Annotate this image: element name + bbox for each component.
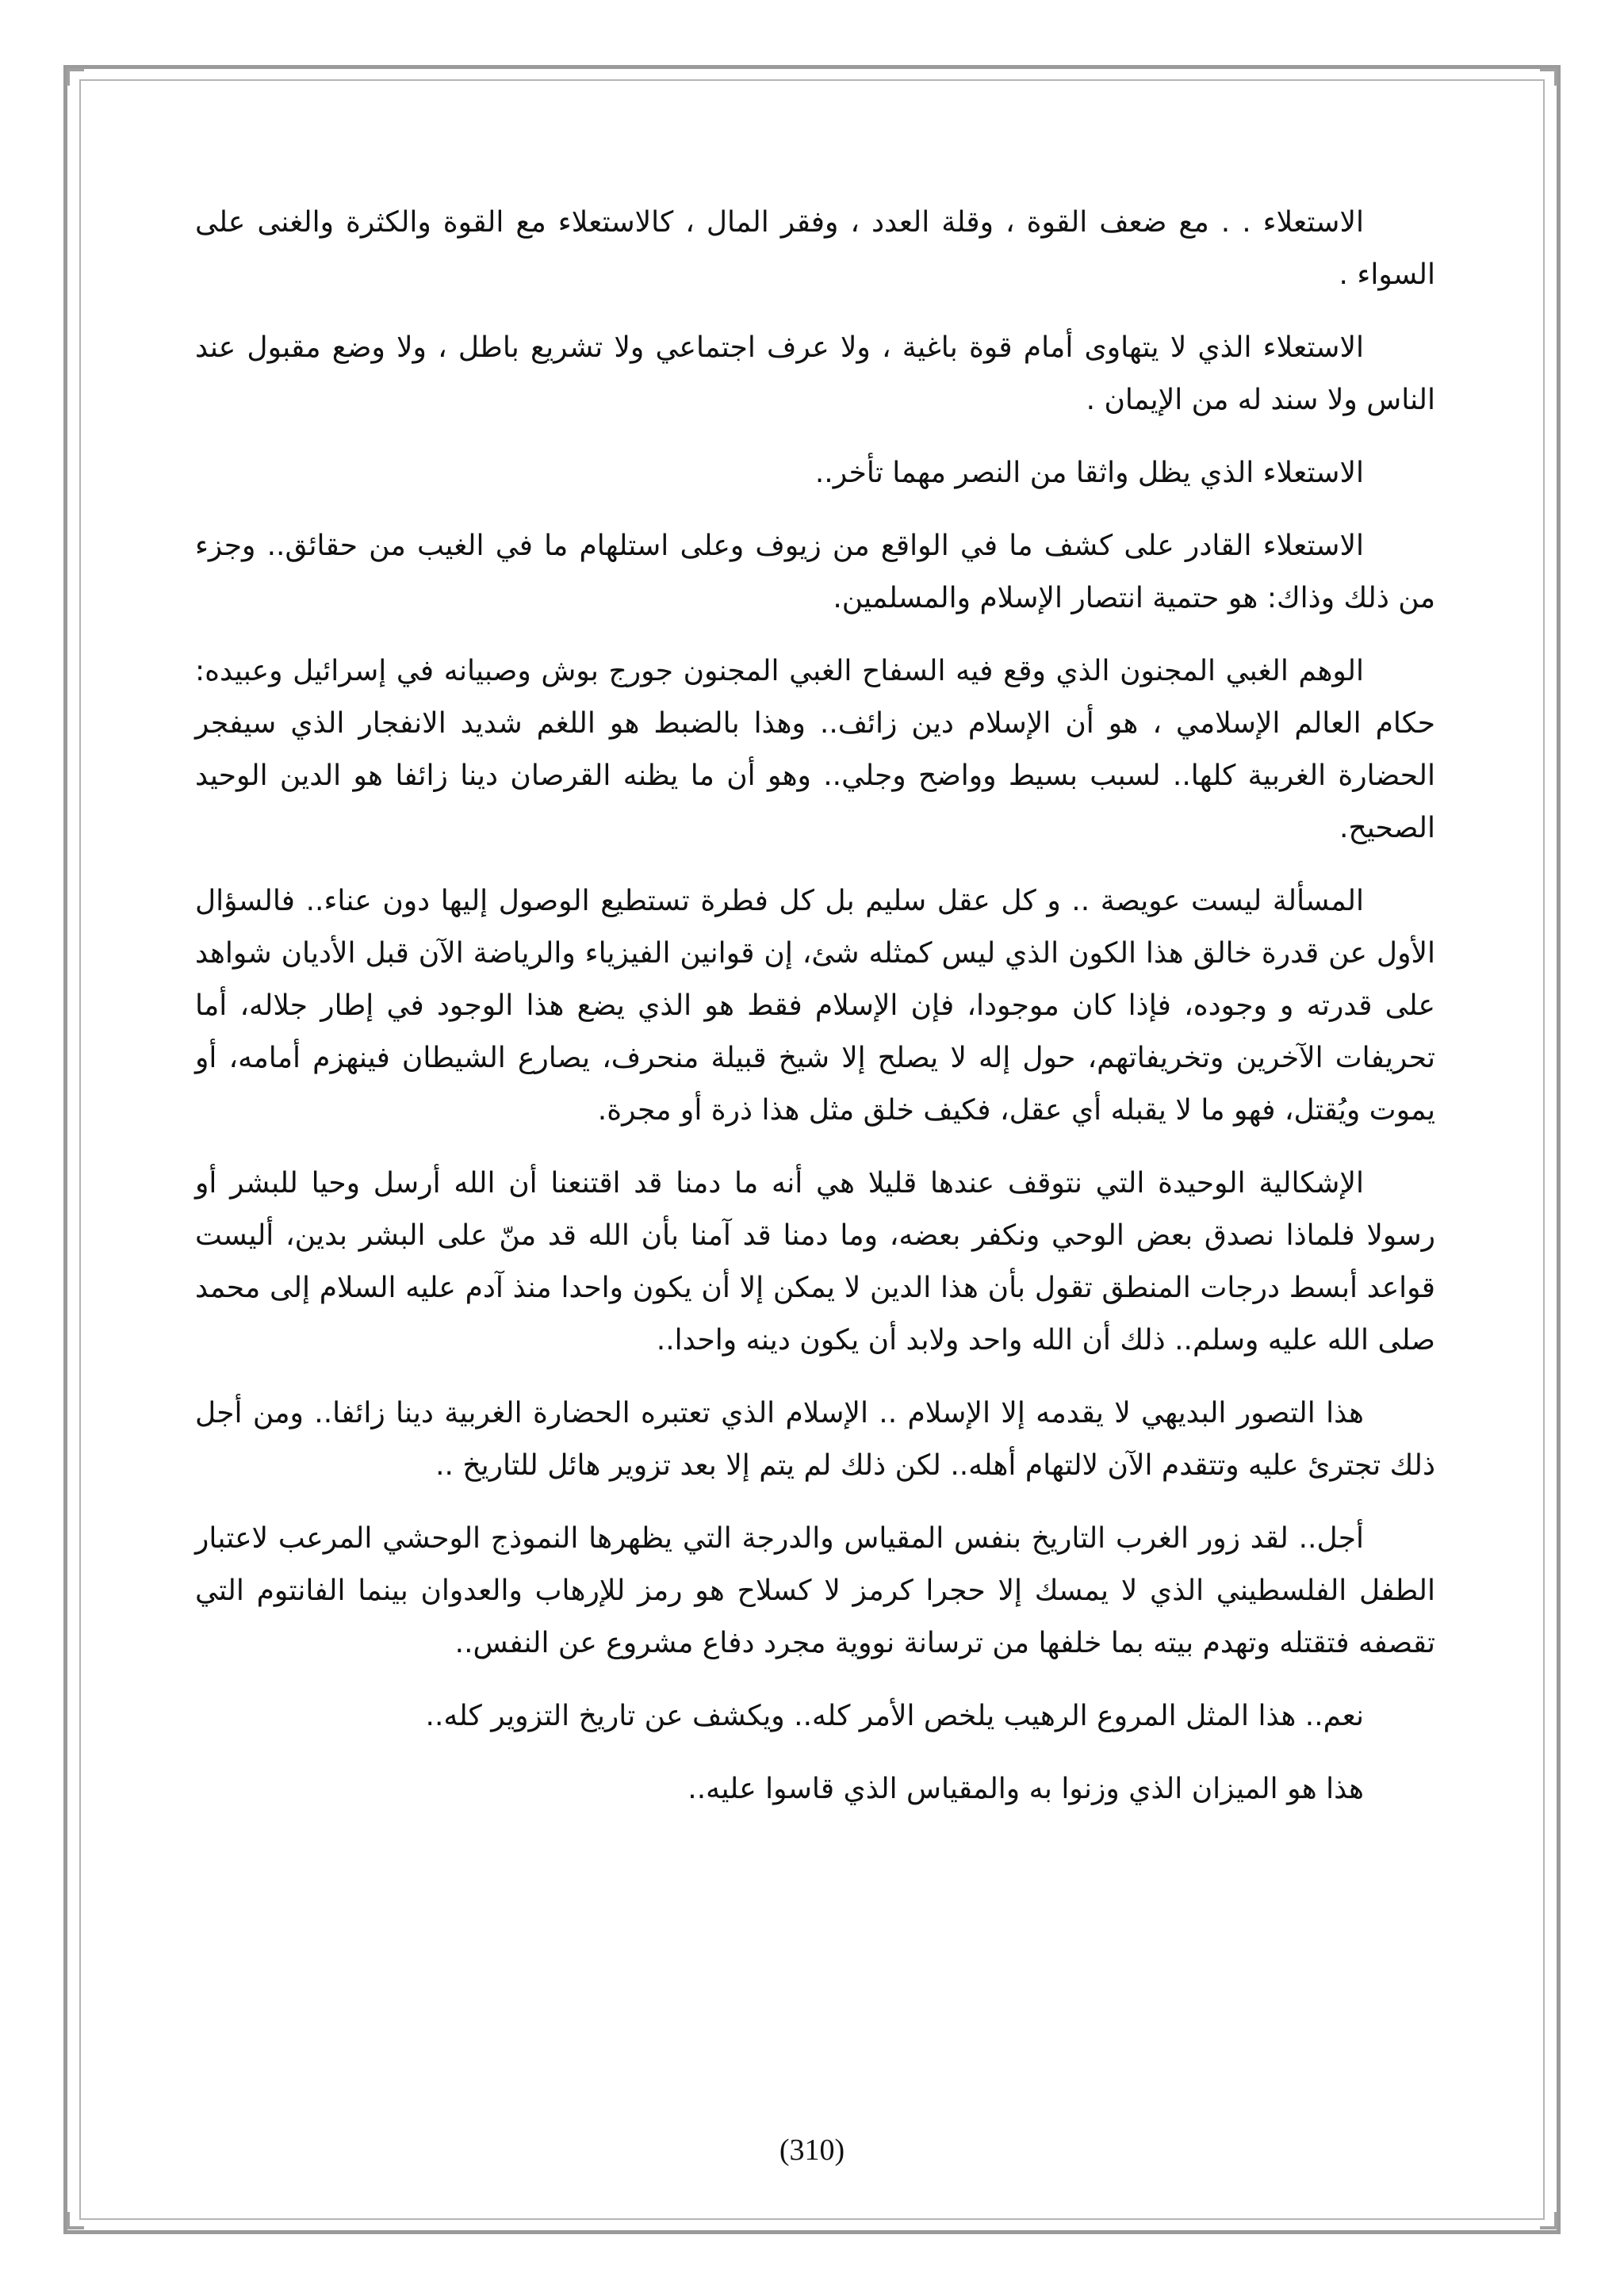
- paragraph: الاستعلاء الذي لا يتهاوى أمام قوة باغية ، ولا عرف اجتماعي ولا تشريع باطل ، ولا وضع مقبول عند الناس ولا سند له من الإيمان .: [195, 331, 1435, 416]
- border-corner-ornament: [1540, 2212, 1557, 2229]
- paragraph: الاستعلاء القادر على كشف ما في الواقع من زيوف وعلى استلهام ما في الغيب من حقائق.. وجزء من ذلك وذاك: هو حتمية انتصار الإسلام والمسلمين.: [195, 530, 1435, 614]
- border-corner-ornament: [67, 2212, 84, 2229]
- paragraph: الاستعلاء . . مع ضعف القوة ، وقلة العدد ، وفقر المال ، كالاستعلاء مع القوة والكثرة والغنى على السواء .: [195, 206, 1435, 291]
- paragraph: هذا التصور البديهي لا يقدمه إلا الإسلام .. الإسلام الذي تعتبره الحضارة الغربية دينا زائفا.. ومن أجل ذلك تجترئ عليه وتتقدم الآن لالتهام أهله.. لكن ذلك لم يتم إلا بعد تزوير هائل للتاريخ ..: [195, 1397, 1435, 1482]
- paragraph: الاستعلاء الذي يظل واثقا من النصر مهما تأخر..: [814, 457, 1364, 489]
- border-corner-ornament: [1540, 68, 1557, 86]
- paragraph: نعم.. هذا المثل المروع الرهيب يلخص الأمر كله.. ويكشف عن تاريخ التزوير كله..: [425, 1700, 1364, 1732]
- paragraph: المسألة ليست عويصة .. و كل عقل سليم بل كل فطرة تستطيع الوصول إليها دون عناء.. فالسؤال الأول عن قدرة خالق هذا الكون الذي ليس كمثله شئ، إن قوانين الفيزياء والرياضة الآن قبل الأديان شواهد على قدرته و وجوده، فإذا كان موجودا، فإن الإسلام فقط هو الذي يضع هذا الوجود في إطار جلاله، أما تحريفات الآخرين وتخريفاتهم، حول إله لا يصلح إلا شيخ قبيلة منحرف، يصارع الشيطان فينهزم أمامه، أو يموت ويُقتل، فهو ما لا يقبله أي عقل، فكيف خلق مثل هذا ذرة أو مجرة.: [195, 885, 1435, 1127]
- page-number: (310): [779, 2133, 845, 2167]
- page-body: [195, 197, 1435, 1836]
- paragraph: هذا هو الميزان الذي وزنوا به والمقياس الذي قاسوا عليه..: [688, 1773, 1364, 1805]
- paragraph: أجل.. لقد زور الغرب التاريخ بنفس المقياس والدرجة التي يظهرها النموذج الوحشي المرعب لاعتبار الطفل الفلسطيني الذي لا يمسك إلا حجرا كرمز لا كسلاح هو رمز للإرهاب والعدوان بينما الفانتوم التي تقصفه فتقتله وتهدم بيته بما خلفها من ترسانة نووية مجرد دفاع مشروع عن النفس..: [195, 1522, 1435, 1659]
- paragraph: الإشكالية الوحيدة التي نتوقف عندها قليلا هي أنه ما دمنا قد اقتنعنا أن الله أرسل وحيا للبشر أو رسولا فلماذا نصدق بعض الوحي ونكفر بعضه، وما دمنا قد آمنا بأن الله قد منّ على البشر بدين، أليست قواعد أبسط درجات المنطق تقول بأن هذا الدين لا يمكن إلا أن يكون واحدا منذ آدم عليه السلام إلى محمد صلى الله عليه وسلم.. ذلك أن الله واحد ولابد أن يكون دينه واحدا..: [195, 1167, 1435, 1357]
- paragraph: الوهم الغبي المجنون الذي وقع فيه السفاح الغبي المجنون جورج بوش وصبيانه في إسرائيل وعبيده: حكام العالم الإسلامي ، هو أن الإسلام دين زائف.. وهذا بالضبط هو اللغم شديد الانفجار الذي سيفجر الحضارة الغربية كلها.. لسبب بسيط وواضح وجلي.. وهو أن ما يظنه القرصان دينا زائفا هو الدين الوحيد الصحيح.: [195, 655, 1435, 844]
- border-corner-ornament: [67, 68, 84, 86]
